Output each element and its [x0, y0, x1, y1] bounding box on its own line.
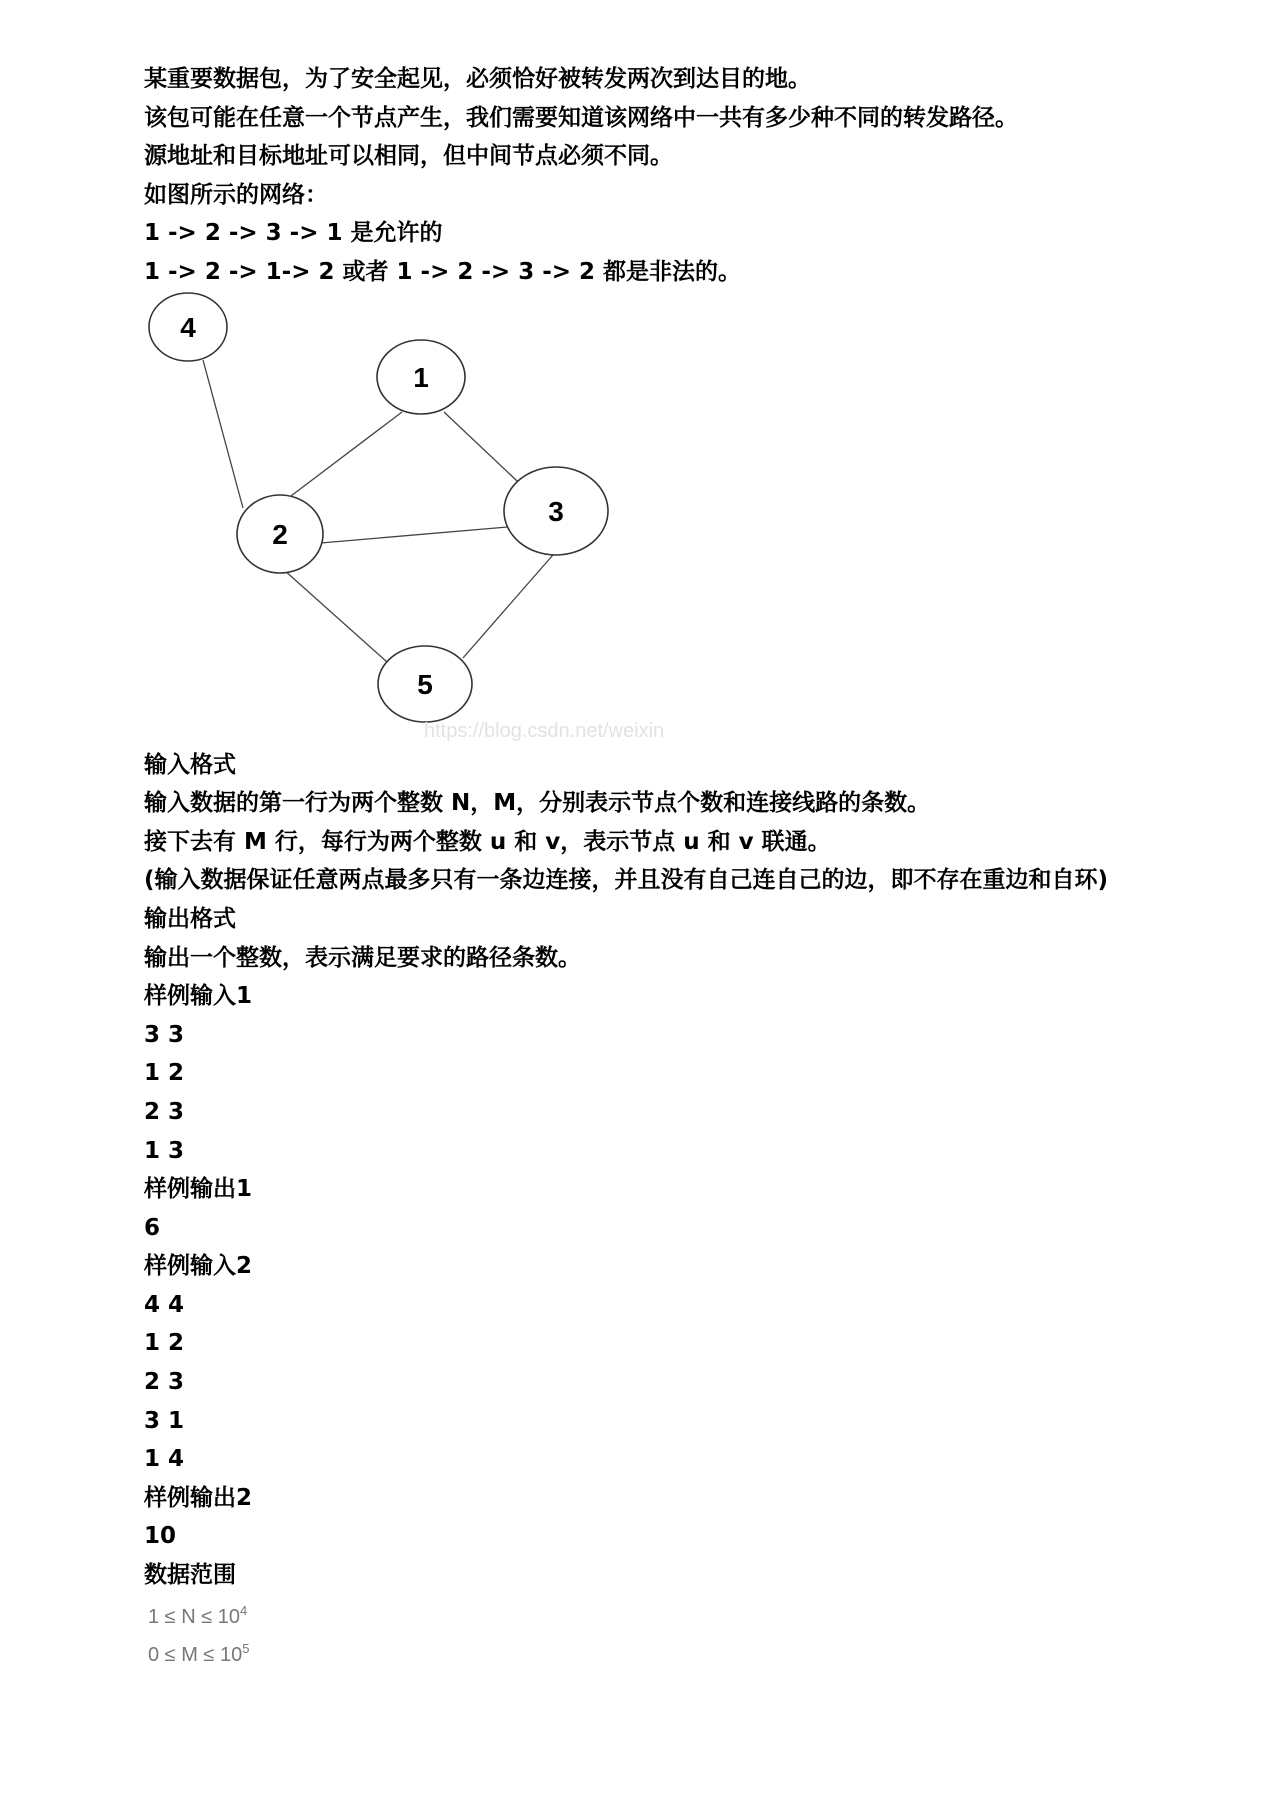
node-label: 1 — [413, 361, 429, 393]
network-graph — [136, 302, 676, 742]
sample-line: 3 1 — [144, 1407, 185, 1434]
graph-edge — [284, 570, 387, 662]
node-label: 3 — [548, 495, 564, 527]
intro-line: 1 -> 2 -> 1-> 2 或者 1 -> 2 -> 3 -> 2 都是非法的。 — [144, 258, 742, 285]
range-m-base: 0 ≤ M ≤ 10 — [148, 1643, 243, 1666]
watermark-text: https://blog.csdn.net/weixin — [424, 719, 665, 742]
intro-line: 该包可能在任意一个节点产生，我们需要知道该网络中一共有多少种不同的转发路径。 — [144, 104, 1018, 131]
sample-line: 1 2 — [144, 1060, 185, 1087]
node-label: 2 — [272, 518, 288, 550]
graph-edge — [283, 412, 402, 502]
network-figure — [144, 302, 684, 742]
range-n — [148, 1595, 1144, 1633]
range-n-base: 1 ≤ N ≤ 10 — [148, 1605, 240, 1628]
graph-edge — [203, 360, 243, 508]
section-heading: 输入格式 — [144, 751, 236, 778]
node-label: 4 — [180, 311, 196, 343]
section-heading: 样例输入2 — [144, 1253, 253, 1280]
graph-edge — [309, 526, 519, 544]
intro-line: 1 -> 2 -> 3 -> 1 是允许的 — [144, 220, 443, 247]
intro-line: 源地址和目标地址可以相同，但中间节点必须不同。 — [144, 143, 673, 170]
range-m — [148, 1633, 1144, 1671]
section-heading: 输出格式 — [144, 905, 236, 932]
sample-line: 2 3 — [144, 1369, 185, 1396]
section-heading: 样例输出1 — [144, 1176, 253, 1203]
output-format-line: 输出一个整数，表示满足要求的路径条数。 — [144, 944, 581, 971]
sample-line: 2 3 — [144, 1098, 185, 1125]
input-format-line: 输入数据的第一行为两个整数 N，M，分别表示节点个数和连接线路的条数。 — [144, 790, 931, 817]
intro-line: 某重要数据包，为了安全起见，必须恰好被转发两次到达目的地。 — [144, 66, 811, 92]
sample-line: 10 — [144, 1523, 177, 1550]
sample-line: 3 3 — [144, 1021, 185, 1048]
sample-line: 4 4 — [144, 1291, 185, 1318]
section-heading: 样例输出2 — [144, 1484, 253, 1511]
sample-line: 1 2 — [144, 1330, 185, 1357]
range-n-exponent: 4 — [240, 1602, 248, 1618]
sample-line: 6 — [144, 1214, 161, 1241]
graph-edge — [463, 548, 559, 658]
range-m-exponent: 5 — [242, 1640, 250, 1656]
section-heading: 数据范围 — [144, 1562, 236, 1589]
input-format-line: (输入数据保证任意两点最多只有一条边连接，并且没有自己连自己的边，即不存在重边和自环) — [144, 867, 1109, 894]
node-label: 5 — [417, 668, 433, 700]
sample-line: 1 4 — [144, 1446, 185, 1473]
intro-line: 如图所示的网络： — [144, 181, 328, 208]
sample-line: 1 3 — [144, 1137, 185, 1164]
input-format-line: 接下去有 M 行，每行为两个整数 u 和 v，表示节点 u 和 v 联通。 — [144, 828, 831, 855]
section-heading: 样例输入1 — [144, 983, 253, 1010]
problem-document — [144, 60, 1144, 1671]
